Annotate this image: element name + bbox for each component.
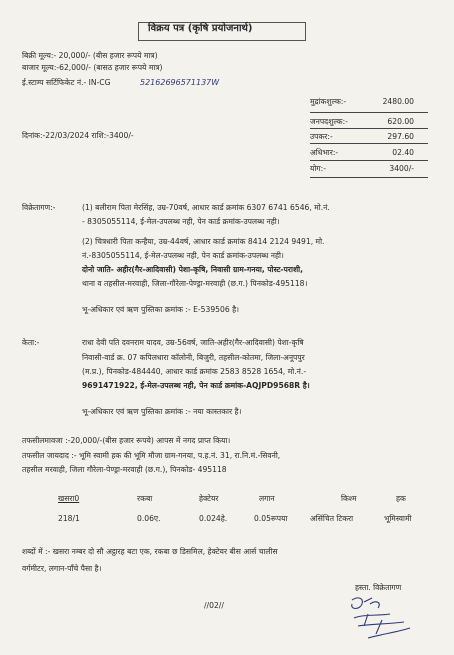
estamp-number: 52162696571137W — [140, 78, 220, 87]
land-table-header: हक — [396, 494, 406, 503]
in-words-line: वर्गमीटर, लगान-पाँचे पैसा है। — [22, 564, 102, 573]
market-value: बाजार मूल्य:-62,000/- (बासठ हजार रूपये मात्र) — [22, 63, 163, 72]
buyer-line: निवासी-वार्ड क्र. 07 कपिलधारा कॉलोनी, बिजुरी, तहसील-कोतमा, जिला-अनूपपुर — [82, 353, 305, 362]
seller-line: दोनो जाति- अहीर(गैर-आदिवासी) पेशा-कृषि, निवासी ग्राम-गनया, पोस्ट-पराशी, — [82, 265, 303, 274]
fee-divider — [310, 160, 428, 161]
land-table-cell: 0.024हे. — [199, 514, 228, 523]
land-table-cell: 0.06ए. — [137, 514, 161, 523]
buyer-line: (म.प्र.), पिनकोड-484440, आधार कार्ड क्रमांक 2583 8528 1654, मो.नं.- — [82, 367, 307, 376]
seller-line: थाना व तहसील-मरवाही, जिला-गौरेला-पेण्ड्रा-मरवाही (छ.ग.) पिनकोड-495118। — [82, 279, 308, 288]
seller-label: विक्रेतागण:- — [22, 203, 56, 212]
land-table-cell: 0.05रूपया — [254, 514, 288, 523]
land-table-header: लगान — [259, 494, 275, 503]
land-table-header: खसरा0 — [58, 494, 80, 503]
in-words-line: शब्दों में :- खसरा नम्बर दो सौ अट्ठारह बटा एक, रकबा छ डिसमिल, हेक्टेयर बीस आर्स चालीस — [22, 547, 278, 556]
buyer-line: राधा देवी पति दवनराम यादव, उम्र-56वर्ष, जाति-अहीर(गैर-आदिवासी) पेशा-कृषि — [82, 338, 304, 347]
signature-label: हस्ता. विक्रेतागण — [355, 583, 402, 592]
fee-divider — [310, 112, 428, 113]
seller-line: (1) बलीराम पिता मेरसिंह, उम्र-70वर्ष, आधार कार्ड क्रमांक 6307 6741 6546, मो.नं. — [82, 203, 330, 212]
fee-divider — [310, 143, 428, 144]
seller-passbook: भू-अधिकार एवं ऋण पुस्तिका क्रमांक :- E-539506 है। — [82, 305, 239, 314]
document-title: विक्रय पत्र (कृषि प्रयोजनार्थ) — [148, 23, 253, 34]
buyer-passbook: भू-अधिकार एवं ऋण पुस्तिका क्रमांक :- नया कास्तकार है। — [82, 407, 242, 416]
property-line: तहसील मरवाही, जिला गौरेला-पेण्ड्रा-मरवाही (छ.ग.), पिनकोड- 495118 — [22, 465, 227, 474]
page-number: //02// — [204, 601, 224, 610]
estamp-label: ई.स्टाम्प सर्टिफिकेट नं.- IN-CG — [22, 78, 111, 87]
fee-divider — [310, 177, 428, 178]
land-table-header: हेक्टेयर — [199, 494, 219, 503]
consideration: तफसीलमावजा :-20,000/-(बीस हजार रूपये) आपस में नगद प्राप्त किया। — [22, 436, 231, 445]
fee-divider — [310, 128, 428, 129]
seller-line: नं.-8305055114, ई-मेल-उपलब्ध नही, पेन कार्ड क्रमांक-उपलब्ध नही। — [82, 251, 284, 260]
land-table-header: रकबा — [137, 494, 153, 503]
seller-signature — [338, 594, 420, 648]
land-table-header: किश्म — [341, 494, 357, 503]
buyer-label: केता:- — [22, 338, 40, 347]
date-line: दिनांक:-22/03/2024 राशि:-3400/- — [22, 131, 134, 140]
land-table-cell: भूमिस्वामी — [384, 514, 412, 523]
sale-value: बिक्री मूल्य:- 20,000/- (बीस हजार रूपये मात्र) — [22, 51, 158, 60]
property-line: तफसील जायदाद :- भूमि स्वामी हक की भूमि मौजा ग्राम-गनया, प.ह.नं. 31, रा.नि.मं.-सिवनी, — [22, 451, 281, 460]
seller-line: - 8305055114, ई-मेल-उपलब्ध नही, पेन कार्ड क्रमांक-उपलब्ध नही। — [82, 217, 280, 226]
buyer-line: 9691471922, ई-मेल-उपलब्ध नही, पेन कार्ड क्रमांक-AQJPD9568R है। — [82, 381, 310, 390]
land-table-cell: असिंचित टिकरा — [310, 514, 354, 523]
document-page: विक्रय पत्र (कृषि प्रयोजनार्थ) बिक्री मूल्य:- 20,000/- (बीस हजार रूपये मात्र) बाजार मूल्य:-62,000/- (बासठ हजार रूपये मात्र) ई.स्टाम्प सर्टिफिकेट नं.- IN-CG 52162696571137W मुद्रांकशुल्क:- 2480.00 जनपदशुल्क:- 620.00 उपकर:- 297.60 अधिभार:- 02.40 योग:- 3400/- दिनांक:-22/03/2024 राशि:-3400/- विक्रेतागण:- (1) बलीराम पिता मेरसिंह, उम्र-70वर्ष, आधार कार्ड क्रमांक 6307 6741 6546, मो.नं. - 8305055114, ई-मेल-उपलब्ध नही, पेन कार्ड क्रमांक-उपलब्ध नही। (2) चित्रधारी पिता कन्हैया, उम्र-44वर्ष, आधार कार्ड क्रमांक 8414 2124 9491, मो. नं.-8305055114, ई-मेल-उपलब्ध नही, पेन कार्ड क्रमांक-उपलब्ध नही। दोनो जाति- अहीर(गैर-आदिवासी) पेशा-कृषि, निवासी ग्राम-गनया, पोस्ट-पराशी, थाना व तहसील-मरवाही, जिला-गौरेला-पेण्ड्रा-मरवाही (छ.ग.) पिनकोड-495118। भू-अधिकार एवं ऋण पुस्तिका क्रमांक :- E-539506 है। केता:- राधा देवी पति दवनराम यादव, उम्र-56वर्ष, जाति-अहीर(गैर-आदिवासी) पेशा-कृषि निवासी-वार्ड क्र. 07 कपिलधारा कॉलोनी, बिजुरी, तहसील-कोतमा, जिला-अनूपपुर (म.प्र.), पिनकोड-484440, आधार कार्ड क्रमांक 2583 8528 1654, मो.नं.- 9691471922, ई-मेल-उपलब्ध नही, पेन कार्ड क्रमांक-AQJPD9568R है। भू-अधिकार एवं ऋण पुस्तिका क्रमांक :- नया कास्तकार है। तफसीलमावजा :-20,000/-(बीस हजार रूपये) आपस में नगद प्राप्त किया। तफसील जायदाद :- भूमि स्वामी हक की भूमि मौजा ग्राम-गनया, प.ह.नं. 31, रा.नि.मं.-सिवनी, तहसील मरवाही, जिला गौरेला-पेण्ड्रा-मरवाही (छ.ग.), पिनकोड- 495118 खसरा0 रकबा हेक्टेयर लगान किश्म हक 218/1 0.06ए. 0.024हे. 0.05रूपया असिंचित टिकरा भूमिस्वामी शब्दों में :- खसरा नम्बर दो सौ अट्ठारह बटा एक, रकबा छ डिसमिल, हेक्टेयर बीस आर्स चालीस वर्गमीटर, लगान-पाँचे पैसा है। हस्ता. विक्रेतागण //02// — [0, 0, 454, 655]
seller-line: (2) चित्रधारी पिता कन्हैया, उम्र-44वर्ष, आधार कार्ड क्रमांक 8414 2124 9491, मो. — [82, 237, 325, 246]
land-table-cell: 218/1 — [58, 514, 80, 523]
